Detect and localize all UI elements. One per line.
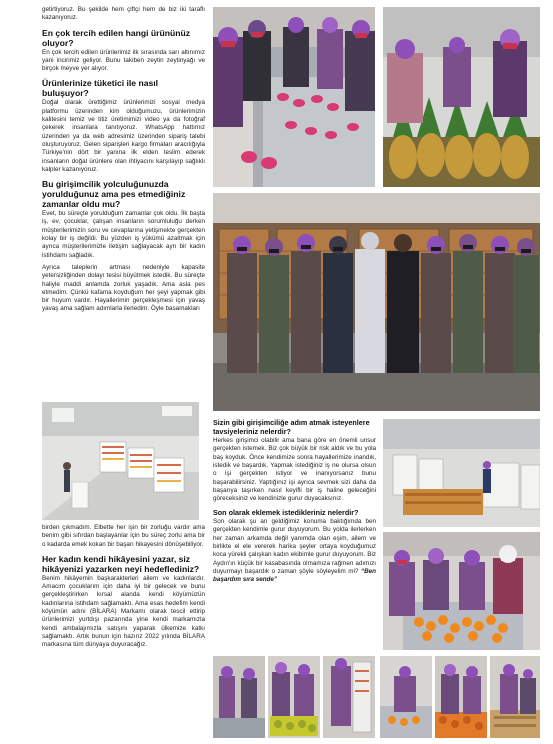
body-final-words-text: Son olarak şu an geldiğimiz konuma baktığımda ben gerçekten kendimle gurur duyuyorum. Bu yolda ilerlerken her zaman arkamda değil yanımda olan eşim, ailem ve birlikte el ele vererek harika şeyler ortaya koyduğumuz koca yürekli çalışkan kadın ekibimle gurur duyuyorum. Biz Aydın'ın küçük bir kasabasında olmamıza rağmen adımızı duyurmayı başardık o zaman şöyle söyleyelim mi? [213,518,376,575]
section-tired-times [42,179,205,314]
dragon-fruit-sorting-photo [213,7,375,187]
thumb-2 [268,656,320,738]
body-tired-times-2: Ayrıca taleplerin artması nedeniyle kapasite yetersizliğinden dolayı tesisi büyütmek istedik. Bu süreçte haliyle maddi anlamda zorluk yaşadık. Ama asla pes etmedim. Çünkü kafama koyduğum her şeyi yapmak gibi bir huyum vardır. Hayallerimin gerçekleşmesi için yavaş yavaş ama sağlam adımlarla ilerledim. Öyle basamakları [42,263,205,313]
fruit-packing-photo [383,532,540,650]
dried-fruit-trays-photo [383,419,540,527]
closing-quote: “Ben başardım sıra sende” [213,567,377,584]
section-consumer-reach [42,78,205,174]
thumb-3 [323,656,375,738]
intro-paragraph: getirtiyoruz. Bu şekilde hem çiftçi hem de biz iki taraflı kazanıyoruz. [42,6,205,22]
left-text-column [42,6,205,318]
heading-tired-times: Bu girişimcilik yolculuğunuzda yorulduğunuz ama pes etmediğiniz zamanlar oldu mu? [42,179,186,210]
body-own-story: Benim hikâyemin başkarakterleri ailem ve kadınlardır. Amacım çocuklarım için daha iyi bir gelecek ve bunu gerçekleştirirken kırsal alanda kendi köyümüzün kadınlarına istihdam sağlamaktı. Ama esas hedefim kendi köyümün adını (BİLARA) Markamı olarak tescil ettirip ürünlerimizi yurtdışı pazarında yine kendi markamızla kendi ambalajımızla satışını yaparak ülkemize katkı sağlamaktı. Artık bunun için hazırız 2022 yılında BİLARA markasına tüm dünyaya duyuracağız. [42,574,205,649]
thumb-6 [490,656,540,738]
body-tired-times-continued: birden çıkmadım. Elbette her işin bir zorluğu vardır ama benim gibi sıfırdan başlayanlar için bu süreç zorlu ama bir o kadarda emek kokan bir başarı hikayesini dönüşebiliyor. [42,524,205,548]
right-text-column [213,419,376,589]
body-most-preferred: En çok tercih edilen ürünlerimiz ilk sırasında sarı altınımız yani incirimiz geliyor. Bunu takiben zeytin zeytinyağı ve birçok meyve yer alıyor. [42,48,205,73]
heading-final-words: Son olarak eklemek istedikleriniz nelerdir? [213,507,359,517]
heading-consumer-reach: Ürünlerinize tüketici ile nasıl buluşuyor? [42,78,159,99]
section-advice [213,419,376,504]
thumb-1 [213,656,265,738]
heading-own-story: Her kadın kendi hikâyesini yazar, siz hikâyenizi yazarken neyi hedeflediniz? [42,553,200,574]
left-text-column-continued [42,524,205,654]
team-group-photo [213,193,540,411]
body-final-words [213,518,376,584]
heading-most-preferred: En çok tercih edilen hangi ürününüz oluyor? [42,27,191,48]
pineapple-sorting-photo [383,7,540,187]
heading-advice: Sizin gibi girişimciliğe adım atmak isteyenlere tavsiyeleriniz nelerdir? [213,418,370,436]
thumb-5 [435,656,487,738]
facility-interior-photo [42,402,199,520]
section-most-preferred [42,28,205,74]
body-advice: Herkes girişimci olabilir ama bana göre en önemli unsur gerçekten istemek. Biz çok büyük bir risk aldık ve bu yola baş koyduk. Önce kendimize sonra hayallerimize inandık, istedik ve başardık. Yapmak istediğiniz iş ne olursa olsun o işi gerçekten istiyor ve inanıyorsanız bunu başarabilirsiniz. Yaptığınız işi ayrıca sevmek sizi daha da başarıya taşırken nasıl keyifli bir iş haline geleceğini göreceksiniz ve kendinizle gurur duyacaksınız. [213,437,376,503]
thumb-4 [380,656,432,738]
body-tired-times: Evet, bu süreçte yorulduğum zamanlar çok oldu. İlk başta iş, ev, çocuklar, çalışan insanların sorumluluğu derken müşterilerimizin soru ve cevaplarına yetişmekte gerçekten kolay bir iş değildi. Bu yüzden iş yükümü azaltmak için ayrıca müşterilerimizle iletişim sağlayacak ayrı bir kadın istihdamı sağladık. [42,210,205,259]
body-consumer-reach: Doğal olarak ürettiğimiz ürünlerimizi sosyal medya platformu üzerinden kim olduğumuzu, ürünlerimizin kalitesini temiz ve titiz üretimimizi video ya da fotoğraf çekerek insanlara tanıtıyoruz. WhatsApp hattımız üzerinden ya da web adresimiz üzerinden sipariş talebi oluşturuyoruz. Gelen siparişleri kargo firmaları aracılığıyla Türkiye'nin dört bir yanına ilk elden teslim ederek insanların doğal ürünlere olan ihtiyacını karşılayıp sağlıklı kalpler kazanıyoruz. [42,99,205,173]
section-own-story [42,554,205,650]
section-final-words [213,509,376,585]
